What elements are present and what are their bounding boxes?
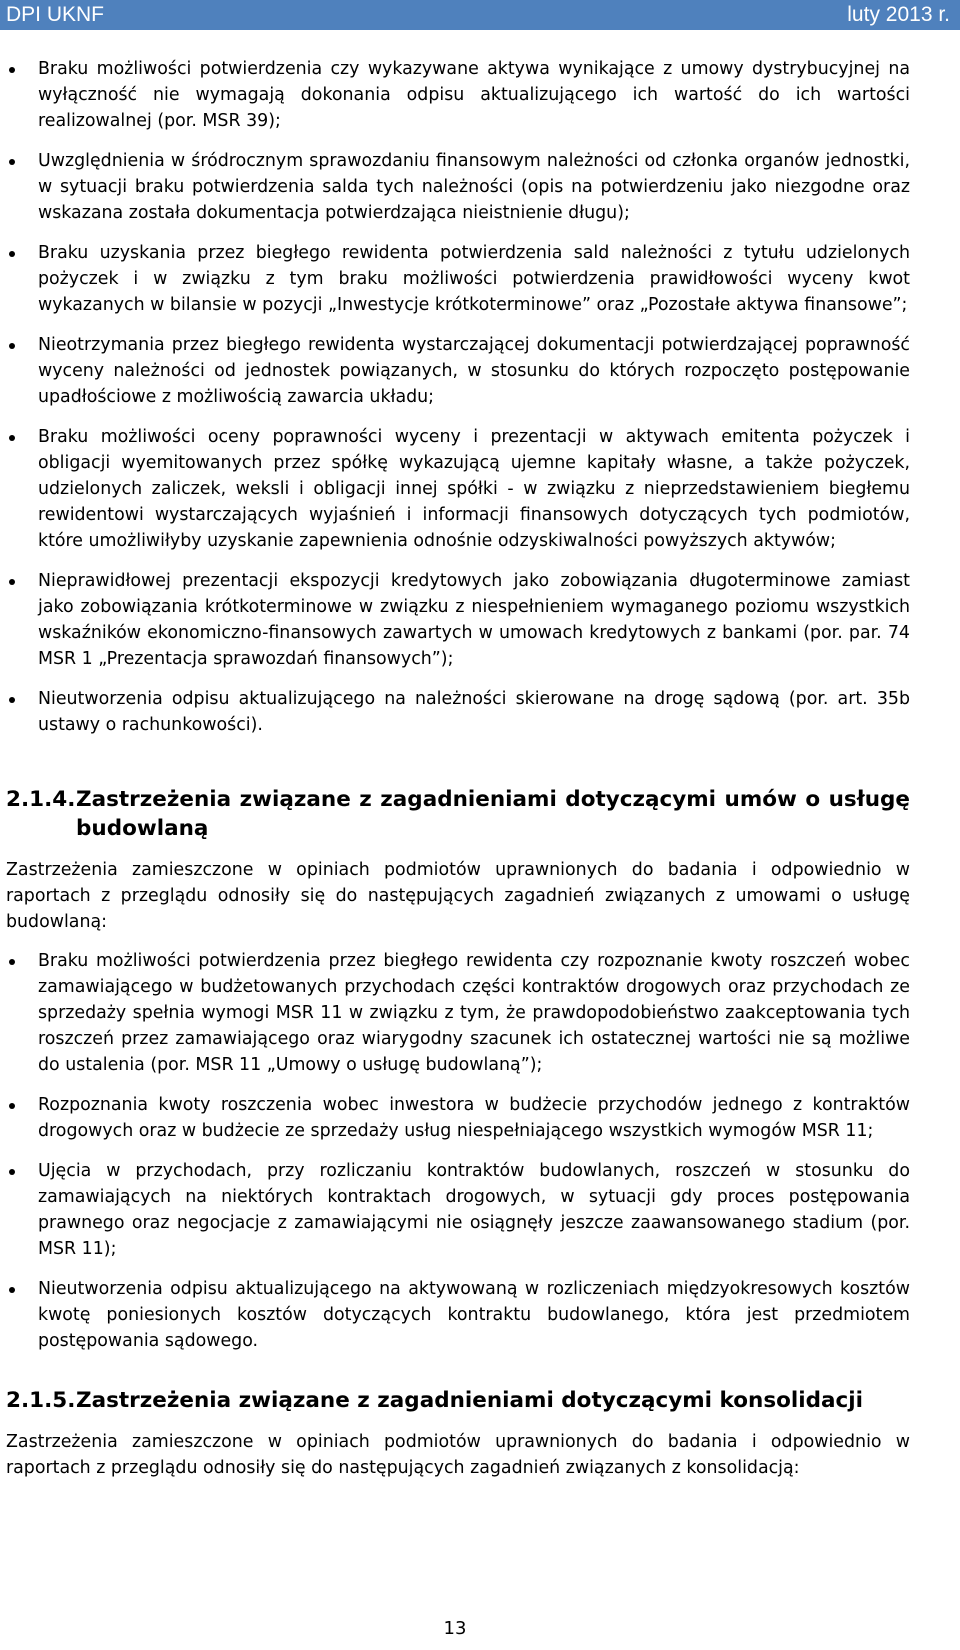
header-date: luty 2013 r. xyxy=(847,3,950,26)
qualification-list-1 xyxy=(6,56,910,738)
bullet-icon xyxy=(9,697,15,703)
section-intro: Zastrzeżenia zamieszczone w opiniach podmiotów uprawnionych do badania i odpowiednio w raportach z przeglądu odnosiły się do następujących zagadnień związanych z umowami o usługę budowlaną: xyxy=(6,860,910,932)
bullet-icon xyxy=(9,1287,15,1293)
header-organization: DPI UKNF xyxy=(6,3,105,26)
bullet-icon xyxy=(9,67,15,73)
qualification-list-2 xyxy=(6,948,910,1354)
bullet-icon xyxy=(9,159,15,165)
page-number: 13 xyxy=(443,1618,467,1639)
list-item: Braku możliwości potwierdzenia czy wykazywane aktywa wynikające z umowy dystrybucyjnej na wyłączność nie wymagają dokonania odpisu aktualizującego ich wartość do ich wartości realizowalnej (por. MSR 39); xyxy=(6,56,910,134)
section-title: Zastrzeżenia związane z zagadnieniami dotyczącymi umów o usługę budowlaną xyxy=(76,787,910,841)
bullet-icon xyxy=(9,959,15,965)
list-item: Ujęcia w przychodach, przy rozliczaniu kontraktów budowlanych, roszczeń w stosunku do zamawiających na niektórych kontraktach drogowych, w sytuacji gdy proces postępowania prawnego oraz negocjacje z zamawiającymi nie osiągnęły jeszcze zaawansowanego stadium (por. MSR 11); xyxy=(6,1158,910,1262)
bullet-icon xyxy=(9,343,15,349)
list-item: Nieotrzymania przez biegłego rewidenta wystarczającej dokumentacji potwierdzającej poprawność wyceny należności od jednostek powiązanych, w stosunku do których rozpoczęto postępowanie upadłościowe z możliwością zawarcia układu; xyxy=(6,332,910,410)
bullet-icon xyxy=(9,251,15,257)
bullet-icon xyxy=(9,579,15,585)
bullet-icon xyxy=(9,1169,15,1175)
list-item: Braku możliwości potwierdzenia przez biegłego rewidenta czy rozpoznanie kwoty roszczeń wobec zamawiającego w budżetowanych przychodach części kontraktów drogowych oraz przychodach ze sprzedaży spełnia wymogi MSR 11 w związku z tym, że prawdopodobieństwo zaakceptowania tych roszczeń przez zamawiającego oraz wiarygodny szacunek ich ostatecznej wartości nie są możliwe do ustalenia (por. MSR 11 „Umowy o usługę budowlaną”); xyxy=(6,948,910,1078)
section-intro: Zastrzeżenia zamieszczone w opiniach podmiotów uprawnionych do badania i odpowiednio w raportach z przeglądu odnosiły się do następujących zagadnień związanych z konsolidacją: xyxy=(6,1432,910,1478)
document-body xyxy=(6,56,910,1494)
section-title: Zastrzeżenia związane z zagadnieniami dotyczącymi konsolidacji xyxy=(76,1388,864,1413)
list-item: Uwzględnienia w śródrocznym sprawozdaniu finansowym należności od członka organów jednostki, w sytuacji braku potwierdzenia salda tych należności (opis na potwierdzeniu jako niezgodne oraz wskazana została dokumentacja potwierdzająca nieistnienie długu); xyxy=(6,148,910,226)
list-item: Braku uzyskania przez biegłego rewidenta potwierdzenia sald należności z tytułu udzielonych pożyczek i w związku z tym braku możliwości potwierdzenia prawidłowości wyceny kwot wykazanych w bilansie w pozycji „Inwestycje krótkoterminowe” oraz „Pozostałe aktywa finansowe”; xyxy=(6,240,910,318)
bullet-icon xyxy=(9,1103,15,1109)
list-item: Nieutworzenia odpisu aktualizującego na należności skierowane na drogę sądową (por. art. 35b ustawy o rachunkowości). xyxy=(6,686,910,738)
bullet-icon xyxy=(9,435,15,441)
list-item: Nieprawidłowej prezentacji ekspozycji kredytowych jako zobowiązania długoterminowe zamiast jako zobowiązania krótkoterminowe w związku z niespełnieniem wymaganego poziomu wszystkich wskaźników ekonomiczno-finansowych zawartych w umowach kredytowych z bankami (por. par. 74 MSR 1 „Prezentacja sprawozdań finansowych”); xyxy=(6,568,910,672)
list-item: Nieutworzenia odpisu aktualizującego na aktywowaną w rozliczeniach międzyokresowych kosztów kwotę poniesionych kosztów dotyczących kontraktu budowlanego, która jest przedmiotem postępowania sądowego. xyxy=(6,1276,910,1354)
page-header xyxy=(0,0,960,30)
section-number: 2.1.4. xyxy=(6,787,76,812)
section-heading-construction xyxy=(6,785,910,843)
section-heading-consolidation xyxy=(6,1386,910,1415)
list-item: Braku możliwości oceny poprawności wyceny i prezentacji w aktywach emitenta pożyczek i obligacji wyemitowanych przez spółkę wykazującą ujemne kapitały własne, a także pożyczek, udzielonych zaliczek, weksli i obligacji innej spółki - w związku z nieprzedstawieniem biegłemu rewidentowi wystarczających wyjaśnień i informacji finansowych dotyczących tych podmiotów, które umożliwiłyby uzyskanie zapewnienia odnośnie odzyskiwalności powyższych aktywów; xyxy=(6,424,910,554)
list-item: Rozpoznania kwoty roszczenia wobec inwestora w budżecie przychodów jednego z kontraktów drogowych oraz w budżecie ze sprzedaży usług niespełniającego wszystkich wymogów MSR 11; xyxy=(6,1092,910,1144)
section-number: 2.1.5. xyxy=(6,1388,76,1413)
